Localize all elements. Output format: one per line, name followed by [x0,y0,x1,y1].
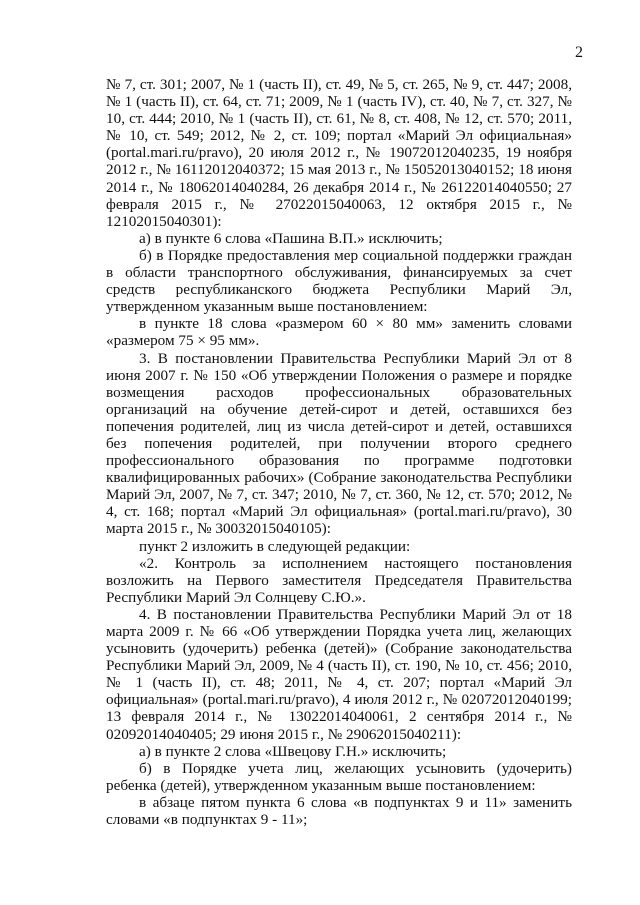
paragraph-point-6-amendment: в абзаце пятом пункта 6 слова «в подпунктах 9 и 11» заменить словами «в подпунктах 9 - 11»; [106,793,572,829]
paragraph-item-a-point-6: а) в пункте 6 слова «Пашина В.П.» исключить; [139,229,443,247]
paragraph-point-18-size: в пункте 18 слова «размером 60 × 80 мм» заменить словами «размером 75 × 95 мм». [106,315,572,350]
paragraph-section-4: 4. В постановлении Правительства Республики Марий Эл от 18 марта 2009 г. № 66 «Об утверждении Порядка учета лиц, желающих усыновить (удочерить) ребенка (детей)» (Собрание законодательства Республики Марий Эл, 2009, № 4 (часть II), ст. 190, № 10, ст. 456; 2010, № 1 (часть II), ст. 48; 2011, № 4, ст. 207; портал «Марий Эл официальная» (portal.mari.ru/pravo), 4 июля 2012 г., № 02072012040199; 13 февраля 2014 г., № 13022014040061, 2 сентября 2014 г., № 02092014040405; 29 июня 2015 г., № 29062015040211): [106,605,572,743]
paragraph-citation-continuation: № 7, ст. 301; 2007, № 1 (часть II), ст. 49, № 5, ст. 265, № 9, ст. 447; 2008, № 1 (часть II), ст. 64, ст. 71; 2009, № 1 (часть IV), ст. 40, № 7, ст. 327, № 10, ст. 444; 2010, № 1 (часть II), ст. 61, № 8, ст. 408, № 12, ст. 570; 2011, № 10, ст. 549; 2012, № 2, ст. 109; портал «Марий Эл официальная» (portal.mari.ru/pravo), 20 июля 2012 г., № 19072012040235, 19 ноября 2012 г., № 16112012040372; 15 мая 2013 г., № 15052013040152; 18 июня 2014 г., № 18062014040284, 26 декабря 2014 г., № 26122014040550; 27 февраля 2015 г., № 27022015040063, 12 октября 2015 г., № 12102015040301): [106,76,572,230]
paragraph-control-clause: «2. Контроль за исполнением настоящего постановления возложить на Первого заместителя Председателя Правительства Республики Марий Эл Солнцеву С.Ю.». [106,554,572,606]
paragraph-point-2-new-wording: пункт 2 изложить в следующей редакции: [139,537,411,555]
paragraph-item-b-adoption-order: б) в Порядке учета лиц, желающих усыновить (удочерить) ребенка (детей), утвержденном указанным выше постановлением: [106,759,572,794]
document-body [106,76,572,828]
paragraph-section-3: 3. В постановлении Правительства Республики Марий Эл от 8 июня 2007 г. № 150 «Об утверждении Положения о размере и порядке возмещения расходов профессиональных образовательных организаций на обучение детей-сирот и детей, оставшихся без попечения родителей, лиц из числа детей-сирот и детей, оставшихся без попечения родителей, при получении второго среднего профессионального образования по программе подготовки квалифицированных рабочих» (Собрание законодательства Республики Марий Эл, 2007, № 7, ст. 347; 2010, № 7, ст. 360, № 12, ст. 570; 2012, № 4, ст. 168; портал «Марий Эл официальная» (portal.mari.ru/pravo), 30 марта 2015 г., № 30032015040105): [106,349,572,538]
paragraph-item-b-transport-support: б) в Порядке предоставления мер социальной поддержки граждан в области транспортного обслуживания, финансируемых за счет средств республиканского бюджета Республики Марий Эл, утвержденном указанным выше постановлением: [106,246,572,316]
paragraph-item-a-point-2: а) в пункте 2 слова «Швецову Г.Н.» исключить; [139,742,447,760]
page-number: 2 [575,44,583,61]
